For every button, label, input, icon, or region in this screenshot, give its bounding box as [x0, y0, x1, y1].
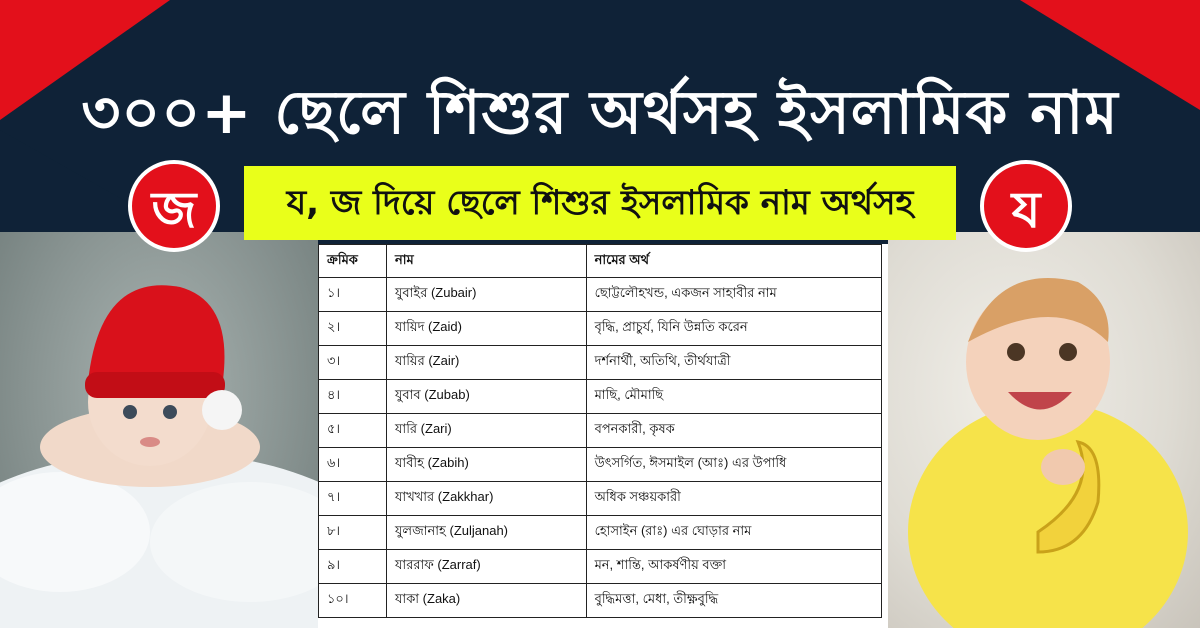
cell-meaning: মাছি, মৌমাছি	[586, 380, 881, 414]
cell-serial: ৪।	[319, 380, 387, 414]
cell-serial: ৫।	[319, 414, 387, 448]
subtitle-banner: য, জ দিয়ে ছেলে শিশুর ইসলামিক নাম অর্থসহ	[244, 166, 956, 240]
cell-meaning: হোসাইন (রাঃ) এর ঘোড়ার নাম	[586, 516, 881, 550]
table-row	[319, 312, 882, 346]
cell-serial: ১০।	[319, 584, 387, 618]
table-row	[319, 380, 882, 414]
cell-name: যুবাইর (Zubair)	[386, 278, 586, 312]
baby-left-illustration	[0, 232, 318, 628]
cell-meaning: উৎসর্গিত, ঈসমাইল (আঃ) এর উপাধি	[586, 448, 881, 482]
table-row	[319, 584, 882, 618]
cell-name: যাখখার (Zakkhar)	[386, 482, 586, 516]
cell-name: যায়ির (Zair)	[386, 346, 586, 380]
cell-serial: ৯।	[319, 550, 387, 584]
table-header-row	[319, 245, 882, 278]
baby-photo-left	[0, 232, 318, 628]
table-row	[319, 516, 882, 550]
cell-serial: ১।	[319, 278, 387, 312]
cell-serial: ৭।	[319, 482, 387, 516]
cell-name: যাকা (Zaka)	[386, 584, 586, 618]
cell-name: যাবীহ (Zabih)	[386, 448, 586, 482]
cell-meaning: মন, শান্তি, আকর্ষণীয় বক্তা	[586, 550, 881, 584]
cell-serial: ৩।	[319, 346, 387, 380]
table-row	[319, 482, 882, 516]
cell-name: যুবাব (Zubab)	[386, 380, 586, 414]
cell-meaning: অধিক সঞ্চয়কারী	[586, 482, 881, 516]
names-table	[318, 244, 882, 618]
letter-badge-left: জ	[128, 160, 220, 252]
baby-photo-right	[888, 232, 1200, 628]
cell-meaning: বুদ্ধিমত্তা, মেধা, তীক্ষ্ণবুদ্ধি	[586, 584, 881, 618]
baby-right-illustration	[888, 232, 1200, 628]
cell-meaning: বপনকারী, কৃষক	[586, 414, 881, 448]
cell-meaning: দর্শনার্থী, অতিথি, তীর্থযাত্রী	[586, 346, 881, 380]
cell-serial: ৬।	[319, 448, 387, 482]
cell-name: যায়িদ (Zaid)	[386, 312, 586, 346]
table-row	[319, 448, 882, 482]
table-row	[319, 414, 882, 448]
header-name: নাম	[386, 245, 586, 278]
letter-badge-right: য	[980, 160, 1072, 252]
header-serial: ক্রমিক	[319, 245, 387, 278]
cell-meaning: ছোট্টলৌহখন্ড, একজন সাহাবীর নাম	[586, 278, 881, 312]
cell-name: যারি (Zari)	[386, 414, 586, 448]
table-row	[319, 346, 882, 380]
table-row	[319, 550, 882, 584]
table-row	[319, 278, 882, 312]
cell-serial: ৮।	[319, 516, 387, 550]
names-table-container	[318, 244, 888, 628]
header-meaning: নামের অর্থ	[586, 245, 881, 278]
page-title: ৩০০+ ছেলে শিশুর অর্থসহ ইসলামিক নাম	[81, 78, 1119, 148]
cell-meaning: বৃদ্ধি, প্রাচুর্য, যিনি উন্নতি করেন	[586, 312, 881, 346]
cell-serial: ২।	[319, 312, 387, 346]
cell-name: যুলজানাহ (Zuljanah)	[386, 516, 586, 550]
cell-name: যাররাফ (Zarraf)	[386, 550, 586, 584]
